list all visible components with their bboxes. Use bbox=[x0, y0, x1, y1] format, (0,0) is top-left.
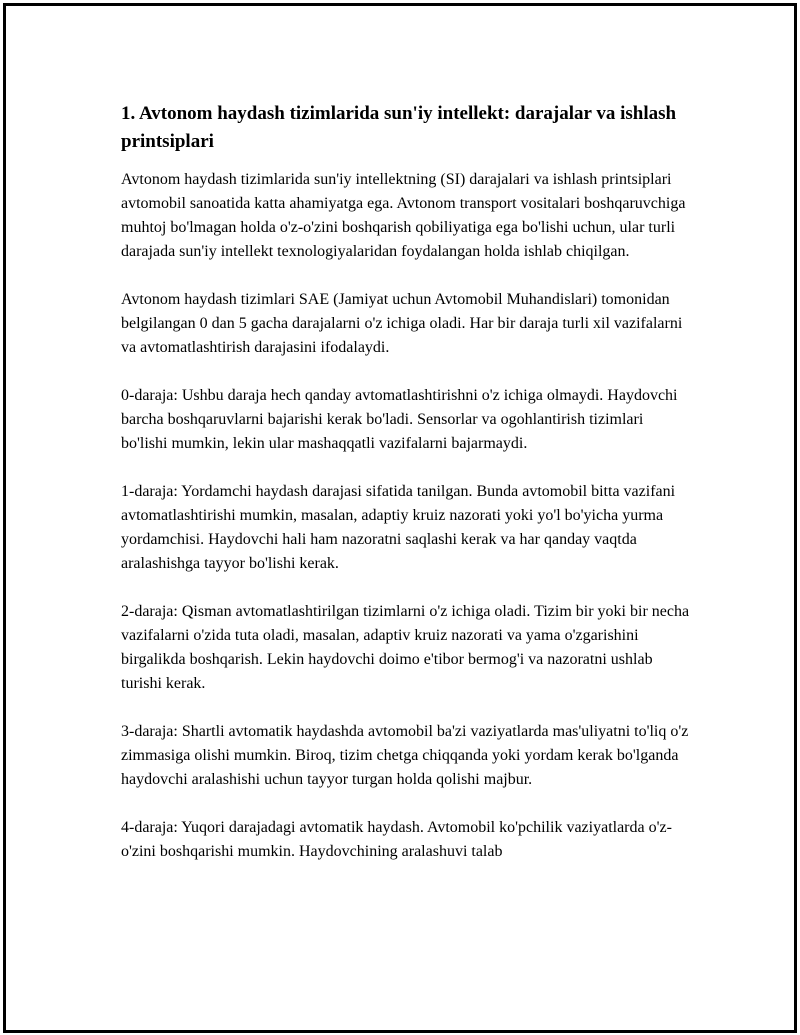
paragraph-intro: Avtonom haydash tizimlarida sun'iy intellektning (SI) darajalari va ishlash printsiplari avtomobil sanoatida katta ahamiyatga ega. Avtonom transport vositalari boshqaruvchiga muhtoj bo'lmagan holda o'z-o'zini boshqarish qobiliyatiga ega bo'lishi uchun, ular turli darajada sun'iy intellekt texnologiyalaridan foydalangan holda ishlab chiqilgan. bbox=[121, 171, 686, 260]
page-frame bbox=[3, 3, 797, 1033]
paragraph-level-3: 3-daraja: Shartli avtomatik haydashda avtomobil ba'zi vaziyatlarda mas'uliyatni to'liq o'z zimmasiga olishi mumkin. Biroq, tizim chetga chiqqanda yoki yordam kerak bo'lganda haydovchi aralashishi uchun tayyor turgan holda qolishi majbur. bbox=[121, 723, 689, 788]
section-heading: 1. Avtonom haydash tizimlarida sun'iy intellekt: darajalar va ishlash printsiplari bbox=[121, 103, 677, 152]
document-body bbox=[121, 100, 691, 888]
paragraph-level-2: 2-daraja: Qisman avtomatlashtirilgan tizimlarni o'z ichiga oladi. Tizim bir yoki bir necha vazifalarni o'zida tuta oladi, masalan, adaptiv kruiz nazorati va yama o'zgarishini birgalikda boshqarish. Lekin haydovchi doimo e'tibor bermog'i va nazoratni ushlab turishi kerak. bbox=[121, 603, 690, 692]
paragraph-sae-levels: Avtonom haydash tizimlari SAE (Jamiyat uchun Avtomobil Muhandislari) tomonidan belgilangan 0 dan 5 gacha darajalarni o'z ichiga oladi. Har bir daraja turli xil vazifalarni va avtomatlashtirish darajasini ifodalaydi. bbox=[121, 291, 683, 356]
paragraph-level-0: 0-daraja: Ushbu daraja hech qanday avtomatlashtirishni o'z ichiga olmaydi. Haydovchi barcha boshqaruvlarni bajarishi kerak bo'ladi. Sensorlar va ogohlantirish tizimlari bo'lishi mumkin, lekin ular mashaqqatli vazifalarni bajarmaydi. bbox=[121, 387, 678, 452]
paragraph-level-1: 1-daraja: Yordamchi haydash darajasi sifatida tanilgan. Bunda avtomobil bitta vazifani avtomatlashtirishi mumkin, masalan, adaptiy kruiz nazorati yoki yo'l bo'yicha yurma yordamchisi. Haydovchi hali ham nazoratni saqlashi kerak va har qanday vaqtda aralashishga tayyor bo'lishi kerak. bbox=[121, 483, 676, 572]
paragraph-level-4: 4-daraja: Yuqori darajadagi avtomatik haydash. Avtomobil ko'pchilik vaziyatlarda o'z-o'zini boshqarishi mumkin. Haydovchining aralashuvi talab bbox=[121, 819, 672, 860]
